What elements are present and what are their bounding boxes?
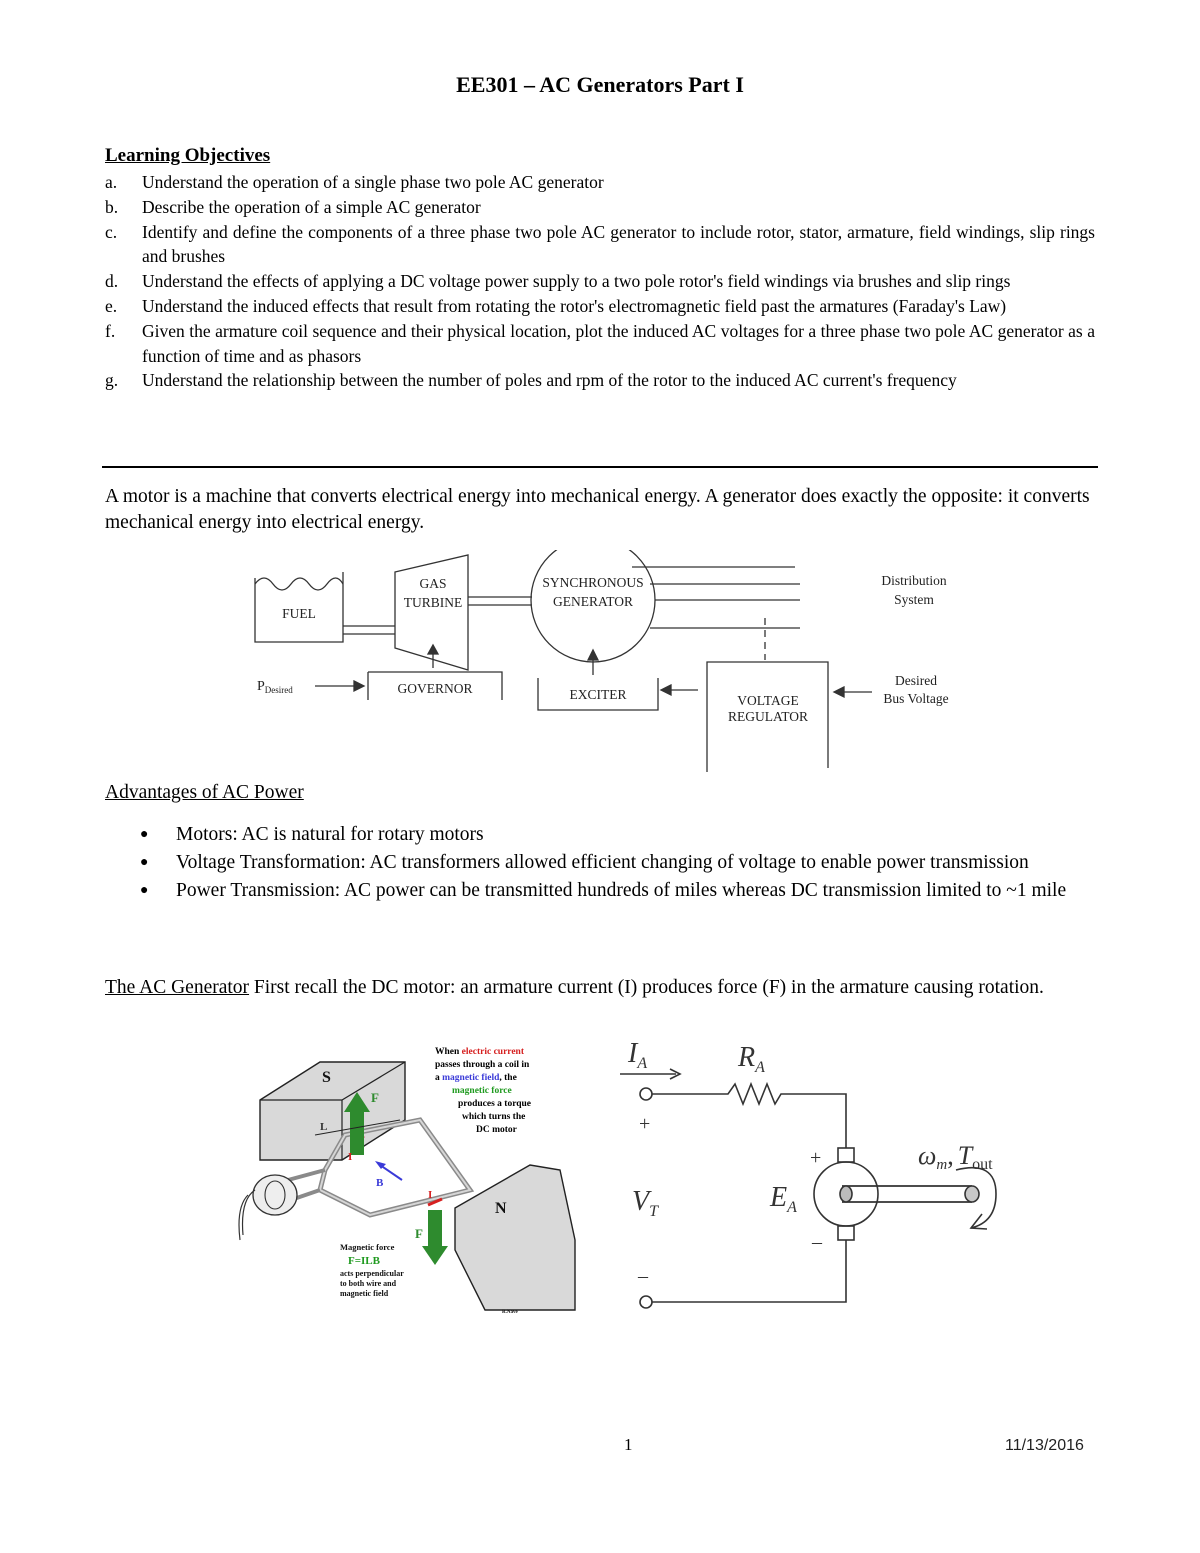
caption-fragment: a bbox=[435, 1073, 443, 1083]
fuel-label: FUEL bbox=[282, 606, 316, 621]
turbine-label-line1: GAS bbox=[419, 576, 447, 591]
current-bottom-label: I bbox=[428, 1189, 433, 1201]
objective-text: Understand the effects of applying a DC voltage power supply to a two pole rotor's field windings via brushes and slip rings bbox=[142, 271, 1011, 292]
caption-fragment: which turns the bbox=[462, 1112, 526, 1122]
caption-fragment: passes through a coil in bbox=[435, 1060, 530, 1070]
bullet-icon: ● bbox=[140, 855, 149, 870]
credit-label: R.Nave bbox=[502, 1310, 518, 1315]
minus-terminal-label: – bbox=[638, 1265, 648, 1287]
ac-generator-paragraph bbox=[105, 975, 1095, 1001]
caption-line bbox=[435, 1073, 517, 1083]
motor-caption bbox=[435, 1047, 531, 1135]
caption-line bbox=[476, 1125, 518, 1135]
force-down-arrow bbox=[428, 1210, 442, 1248]
regulator-label-line2: REGULATOR bbox=[727, 709, 809, 724]
ac-generator-text: First recall the DC motor: an armature current (I) produces force (F) in the armature causing rotation. bbox=[249, 977, 1044, 998]
objectives-list bbox=[105, 170, 1095, 393]
objective-item bbox=[105, 220, 1095, 270]
plus-armature-label: + bbox=[810, 1147, 822, 1169]
force-caption-line: magnetic field bbox=[340, 1289, 389, 1298]
advantage-item bbox=[140, 822, 1100, 848]
negative-terminal bbox=[640, 1296, 652, 1308]
objective-marker: c. bbox=[105, 221, 118, 242]
force-caption-title: Magnetic force bbox=[340, 1242, 395, 1252]
generation-block-diagram bbox=[240, 550, 1000, 780]
objective-item bbox=[105, 269, 1095, 294]
resistor-ra bbox=[652, 1084, 846, 1148]
objective-text: Understand the induced effects that result from rotating the rotor's electromagnetic field past the armatures (Faraday's Law) bbox=[142, 295, 1007, 316]
force-caption-line: acts perpendicular bbox=[340, 1269, 404, 1278]
desired-bus-label-line1: Desired bbox=[895, 673, 937, 688]
advantage-item bbox=[140, 850, 1100, 876]
objective-text: Given the armature coil sequence and their physical location, plot the induced AC voltages for a three phase two pole AC generator as a function of time and as phasors bbox=[142, 320, 1095, 366]
distribution-label-line1: Distribution bbox=[881, 573, 947, 588]
advantage-text: Voltage Transformation: AC transformers allowed efficient changing of voltage to enable power transmission bbox=[176, 852, 1029, 873]
objectives-heading: Learning Objectives bbox=[105, 145, 271, 166]
generator-label-line1: SYNCHRONOUS bbox=[542, 575, 644, 590]
caption-fragment: magnetic field bbox=[442, 1073, 500, 1083]
caption-line bbox=[452, 1086, 512, 1096]
bullet-icon: ● bbox=[140, 883, 149, 898]
field-label: B bbox=[376, 1177, 384, 1189]
distribution-label-line2: System bbox=[894, 592, 934, 607]
advantage-item bbox=[140, 878, 1100, 904]
page-number: 1 bbox=[624, 1435, 633, 1454]
vt-label: $V_T$ bbox=[632, 1186, 659, 1220]
objective-marker: d. bbox=[105, 271, 119, 292]
shaft bbox=[842, 1186, 972, 1202]
minus-armature-label: – bbox=[812, 1231, 822, 1253]
caption-line bbox=[435, 1060, 530, 1070]
objective-text: Identify and define the components of a three phase two pole AC generator to include rotor, stator, armature, field windings, slip rings and brushes bbox=[142, 221, 1095, 267]
advantage-text: Motors: AC is natural for rotary motors bbox=[176, 824, 484, 845]
caption-fragment: , the bbox=[499, 1073, 517, 1083]
dc-motor-illustration bbox=[230, 1040, 590, 1320]
intro-paragraph: A motor is a machine that converts electrical energy into mechanical energy. A generator does exactly the opposite: it converts mechanical energy into electrical energy. bbox=[105, 486, 1090, 533]
objective-item bbox=[105, 195, 1095, 220]
force-caption-line: to both wire and bbox=[340, 1279, 397, 1288]
fuel-surface bbox=[255, 578, 343, 590]
objective-item bbox=[105, 319, 1095, 369]
positive-terminal bbox=[640, 1088, 652, 1100]
objective-item bbox=[105, 368, 1095, 393]
force-formula: F=ILB bbox=[348, 1255, 380, 1267]
dc-motor-circuit bbox=[610, 1030, 1040, 1330]
objective-item bbox=[105, 294, 1095, 319]
objective-text: Understand the relationship between the number of poles and rpm of the rotor to the induced AC current's frequency bbox=[142, 370, 957, 391]
length-label: L bbox=[320, 1121, 328, 1133]
turbine-label-line2: TURBINE bbox=[403, 595, 463, 610]
caption-fragment: DC motor bbox=[476, 1125, 517, 1135]
force-up-arrow bbox=[350, 1110, 364, 1155]
force-bottom-label: F bbox=[415, 1226, 423, 1241]
ea-label: $E_A$ bbox=[770, 1182, 797, 1216]
north-pole-magnet bbox=[455, 1165, 575, 1310]
south-pole-magnet bbox=[260, 1062, 405, 1160]
bullet-icon: ● bbox=[140, 827, 149, 842]
ia-label: $I_A$ bbox=[628, 1038, 648, 1072]
objective-marker: f. bbox=[105, 320, 116, 341]
caption-fragment: magnetic force bbox=[452, 1086, 512, 1096]
caption-fragment: produces a torque bbox=[458, 1099, 532, 1109]
caption-line bbox=[458, 1099, 531, 1109]
objective-text: Understand the operation of a single phase two pole AC generator bbox=[142, 172, 604, 192]
page-date: 11/13/2016 bbox=[1005, 1437, 1084, 1454]
governor-label: GOVERNOR bbox=[397, 681, 473, 696]
objective-text: Describe the operation of a simple AC generator bbox=[142, 196, 481, 217]
ra-label: $R_A$ bbox=[738, 1042, 765, 1076]
pole-n-label: N bbox=[495, 1200, 507, 1217]
advantage-text: Power Transmission: AC power can be transmitted hundreds of miles whereas DC transmission limited to ~1 mile bbox=[176, 880, 1067, 901]
force-top-label: F bbox=[371, 1090, 379, 1105]
objective-marker: e. bbox=[105, 295, 118, 316]
caption-line bbox=[435, 1047, 525, 1057]
ac-generator-heading: The AC Generator bbox=[105, 977, 250, 998]
objective-item bbox=[105, 170, 1095, 195]
advantages-heading: Advantages of AC Power bbox=[105, 782, 304, 803]
exciter-label: EXCITER bbox=[569, 687, 627, 702]
section-divider bbox=[102, 466, 1098, 468]
objective-marker: b. bbox=[105, 196, 119, 217]
bottom-brush bbox=[838, 1226, 854, 1240]
regulator-label-line1: VOLTAGE bbox=[737, 693, 799, 708]
generator-label-line2: GENERATOR bbox=[552, 594, 634, 609]
p-desired-label: $P_{Desired}$ bbox=[257, 679, 293, 695]
top-brush bbox=[838, 1148, 854, 1162]
plus-terminal-label: + bbox=[639, 1113, 651, 1135]
advantages-list bbox=[140, 822, 1100, 906]
caption-fragment: When bbox=[435, 1047, 462, 1057]
desired-bus-label-line2: Bus Voltage bbox=[883, 691, 949, 706]
current-top-label: I bbox=[348, 1151, 353, 1163]
pole-s-label: S bbox=[322, 1069, 331, 1086]
speed-torque-label: ωm, Tout bbox=[918, 1141, 993, 1173]
caption-fragment: electric current bbox=[461, 1047, 524, 1057]
caption-line bbox=[462, 1112, 525, 1122]
page-title: EE301 – AC Generators Part I bbox=[456, 72, 744, 97]
objective-marker: a. bbox=[105, 172, 118, 192]
objective-marker: g. bbox=[105, 370, 119, 391]
